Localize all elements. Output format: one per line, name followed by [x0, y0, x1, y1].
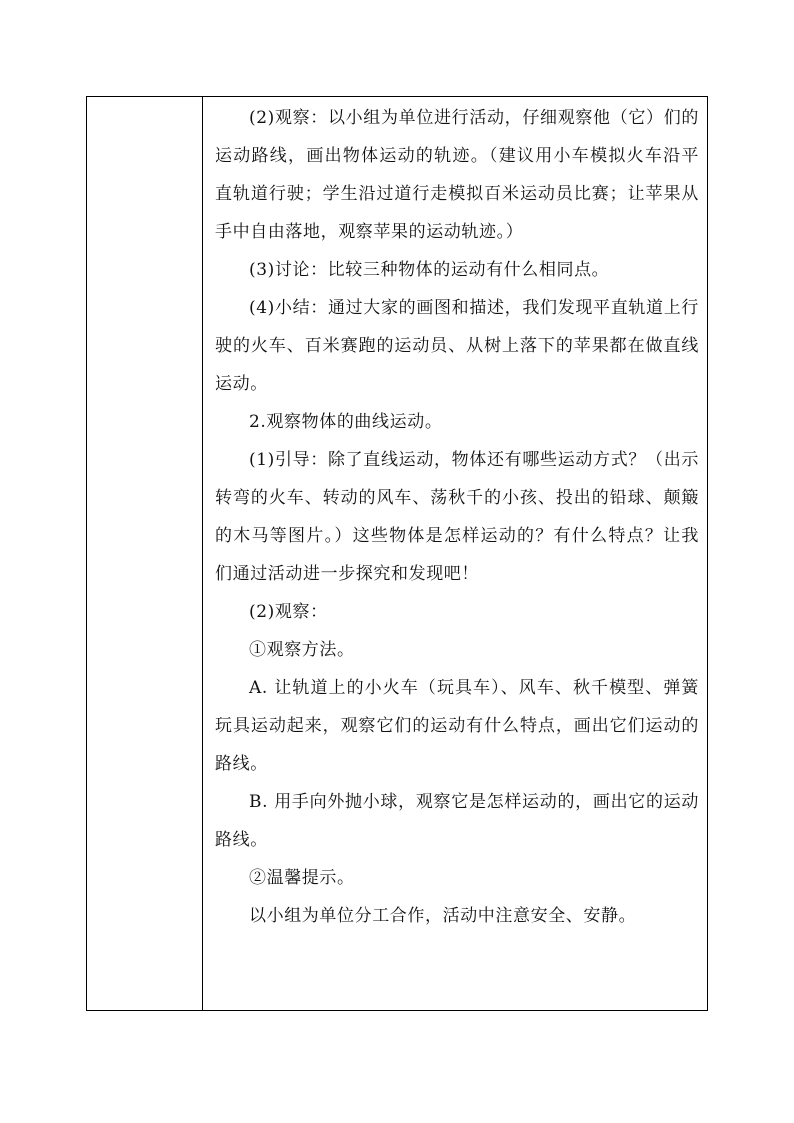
paragraph-tips: 以小组为单位分工合作，活动中注意安全、安静。: [249, 906, 637, 926]
table-left-cell: [87, 97, 203, 1010]
table-content-cell: [203, 97, 707, 1010]
paragraph-tips-heading: ②温馨提示。: [249, 868, 355, 888]
paragraph-summary: (4)小结：通过大家的画图和描述，我们发现平直轨道上行驶的火车、百米赛跑的运动员、从树上落下的苹果都在做直线运动。: [215, 298, 699, 394]
paragraph-observe-straight: (2)观察：以小组为单位进行活动，仔细观察他（它）们的运动路线，画出物体运动的轨迹。（建议用小车模拟火车沿平直轨道行驶；学生沿过道行走模拟百米运动员比赛；让苹果从手中自由落地，观察苹果的运动轨迹。）: [215, 108, 699, 242]
paragraph-curve-heading: 2.观察物体的曲线运动。: [249, 412, 443, 432]
paragraph-method-a: A. 让轨道上的小火车（玩具车）、风车、秋千模型、弹簧玩具运动起来，观察它们的运动有什么特点，画出它们运动的路线。: [215, 678, 699, 774]
paragraph-method-heading: ①观察方法。: [249, 640, 355, 660]
paragraph-guide: (1)引导：除了直线运动，物体还有哪些运动方式？（出示转弯的火车、转动的风车、荡秋千的小孩、投出的铅球、颠簸的木马等图片。）这些物体是怎样运动的？有什么特点？让我们通过活动进一步探究和发现吧！: [215, 450, 699, 584]
lesson-table: [86, 96, 708, 1011]
paragraph-observe-label: (2)观察：: [249, 602, 328, 622]
paragraph-discuss: (3)讨论：比较三种物体的运动有什么相同点。: [249, 260, 610, 280]
paragraph-method-b: B. 用手向外抛小球，观察它是怎样运动的，画出它的运动路线。: [215, 792, 699, 850]
